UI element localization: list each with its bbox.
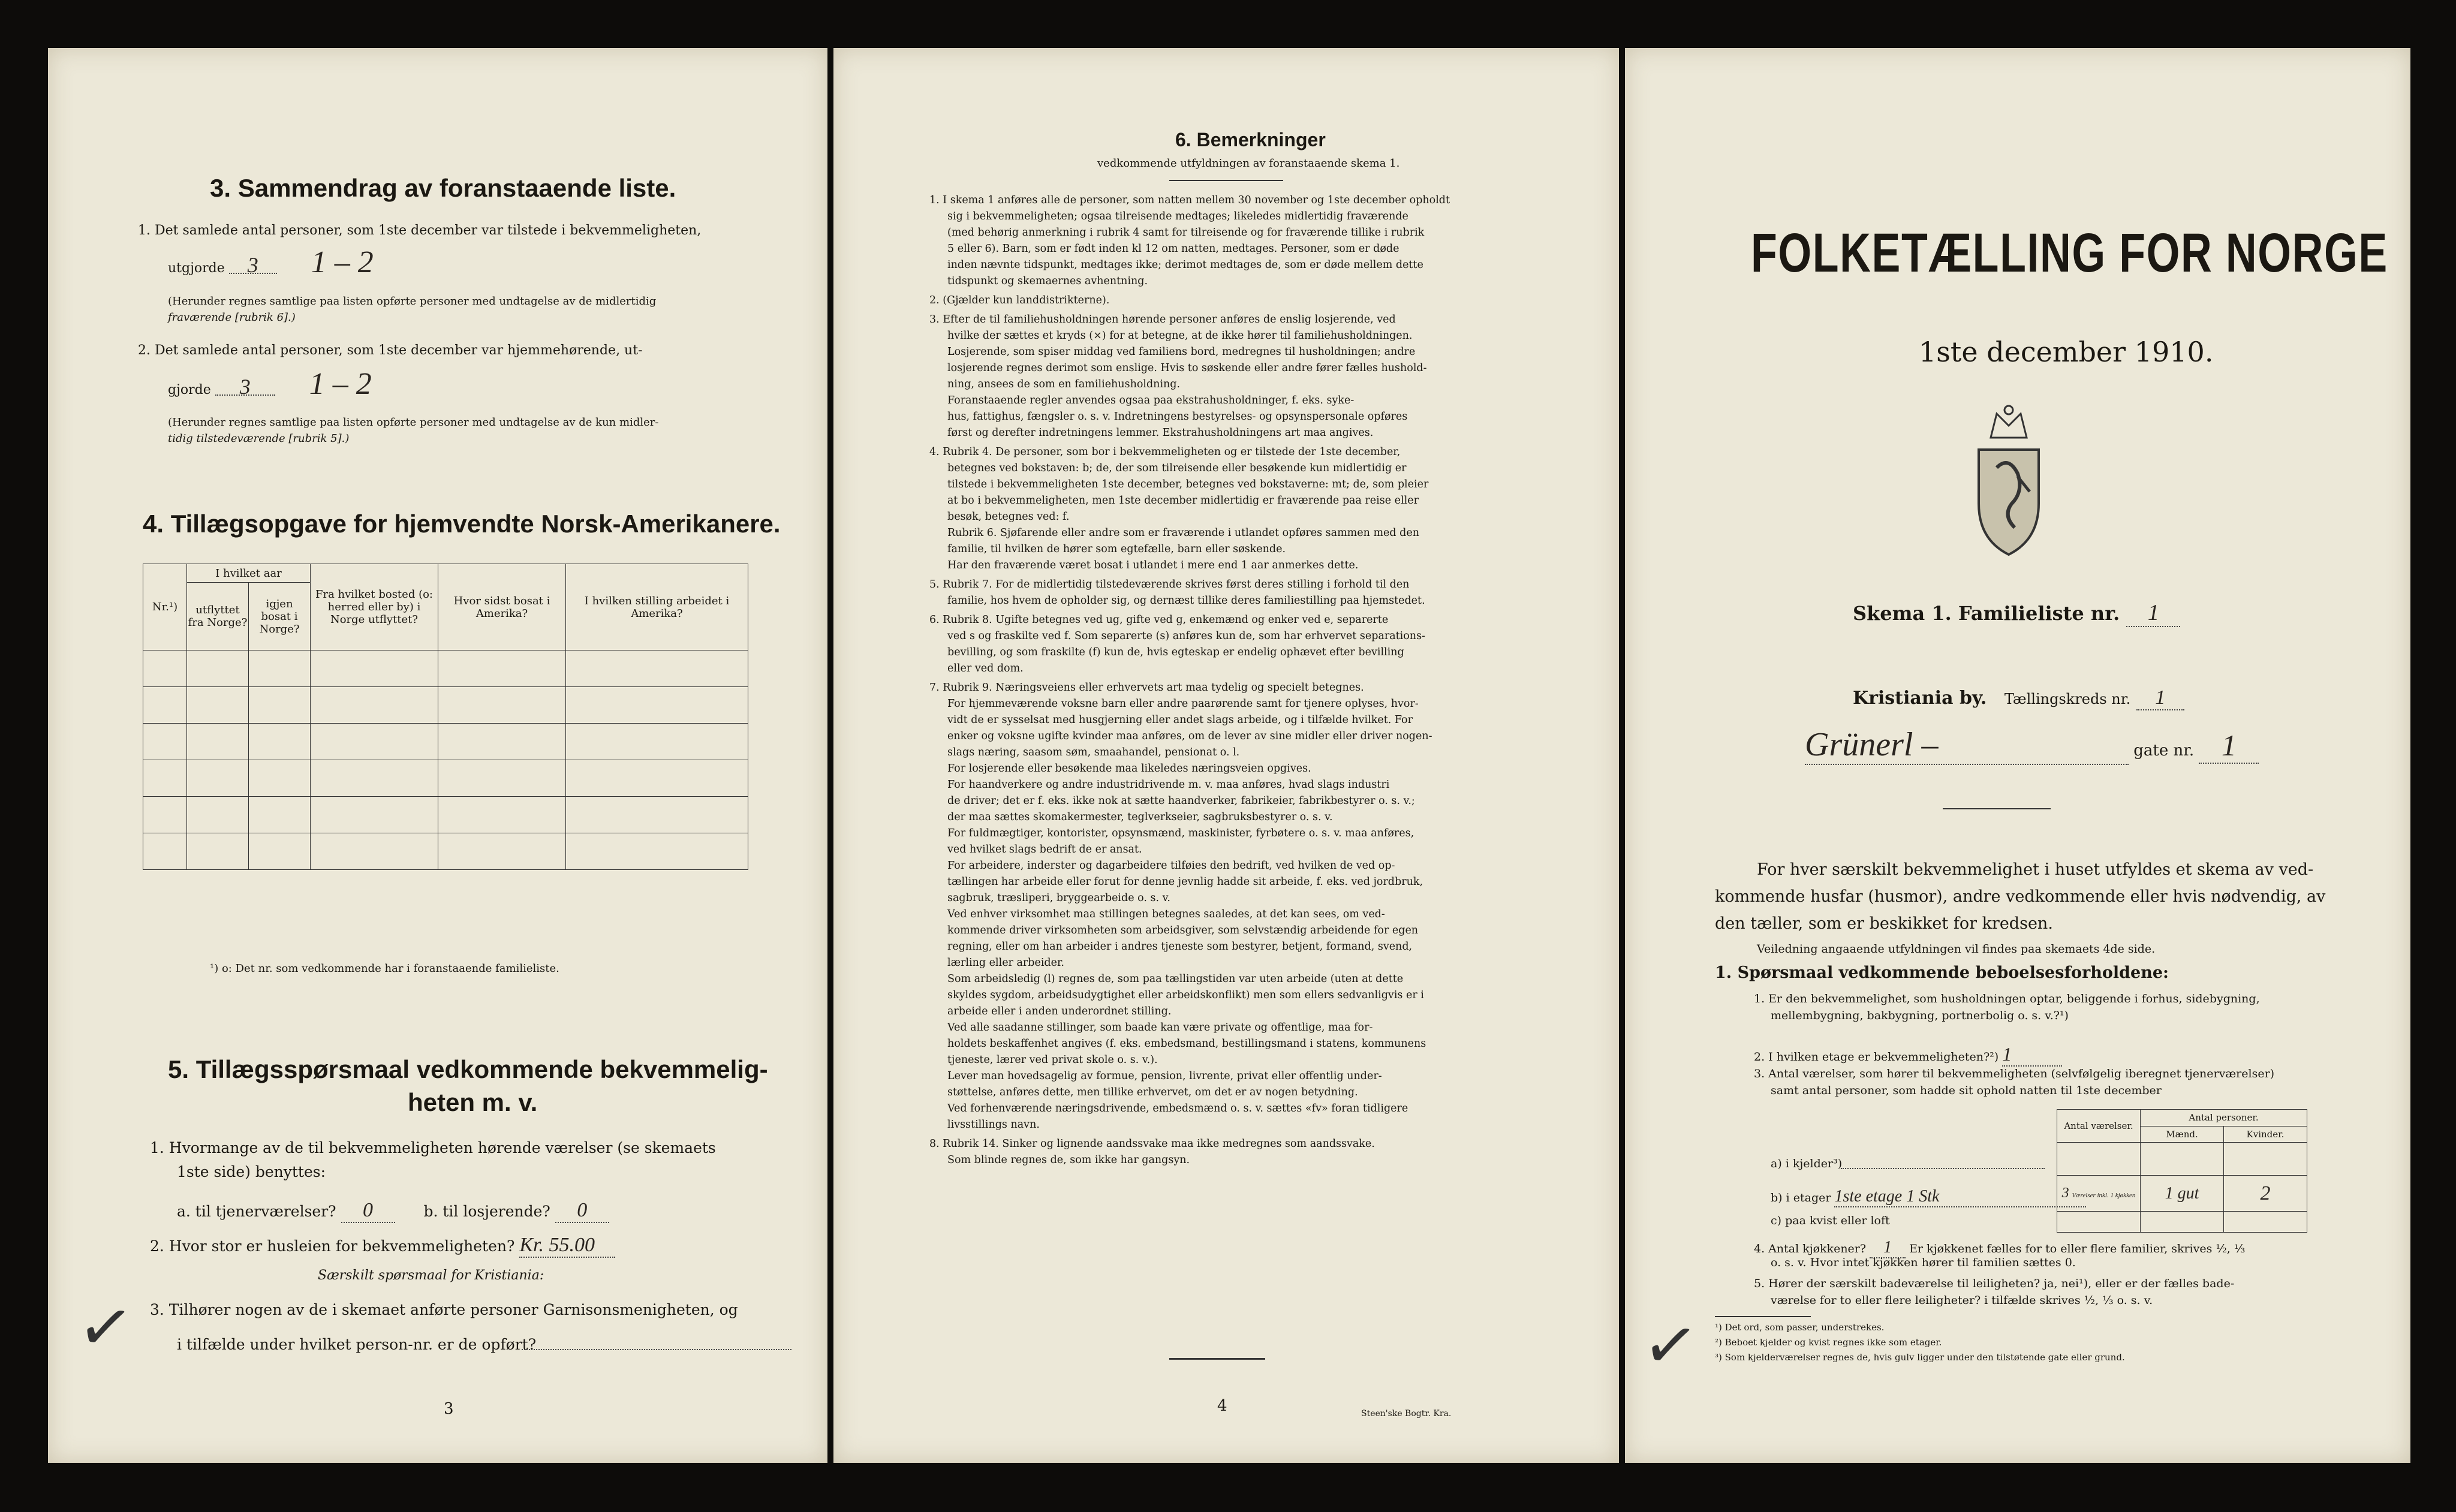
sec5-q1b-value: 0 <box>555 1199 609 1223</box>
checkmark-icon: ✓ <box>73 1285 139 1369</box>
remark-line: lærling eller arbeider. <box>947 957 1064 969</box>
q2-text: 2. I hvilken etage er bekvemmeligheten?²) <box>1754 1050 1999 1064</box>
section-5-title-line1: 5. Tillægsspørsmaal vedkommende bekvemmelig- <box>168 1055 768 1083</box>
remark-line: tilstede i bekvemmeligheten 1ste december, betegnes ved bokstaverne: mt; de, som pleier <box>947 478 1429 490</box>
q4-value: 1 <box>1870 1238 1906 1258</box>
page-number: 3 <box>444 1400 454 1418</box>
remark-line: ved s og fraskilte ved f. Som separerte (s) anføres kun de, som har erhvervet separations- <box>947 630 1425 642</box>
remark-line: bevilling, og som fraskilte (f) kun de, hvis egteskap er endelig ophævet efter bevilling <box>947 646 1404 658</box>
remark-line: sig i bekvemmeligheten; ogsaa tilreisende medtages; likeledes midlertidig fraværende <box>947 210 1408 222</box>
remark-line: Foranstaaende regler anvendes ogsaa paa ekstrahusholdninger, f. eks. syke- <box>947 394 1355 406</box>
remark-line: Ved enhver virksomhet maa stillingen betegnes saaledes, at det kan sees, om ved- <box>947 908 1385 920</box>
remark-line: 2. (Gjælder kun landdistrikterne). <box>929 294 1110 306</box>
sec3-q2-annotation: 1 – 2 <box>309 367 372 401</box>
remark-line: kommende driver virksomheten som arbeidsgiver, som selvstændig arbeidende for egen <box>947 924 1419 936</box>
remark-line: enker og voksne ugifte kvinder maa anføres, om de lever av sine midler eller driver nogen- <box>947 730 1432 742</box>
bemerkninger-title: 6. Bemerkninger <box>1175 129 1326 150</box>
table-row <box>143 833 748 870</box>
sec3-q2-text: 2. Det samlede antal personer, som 1ste december var hjemmehørende, ut- <box>138 343 643 358</box>
q5-text-a: 5. Hører der særskilt badeværelse til leiligheten? ja, nei¹), eller er der fælles bade- <box>1754 1277 2235 1290</box>
questions-heading: 1. Spørsmaal vedkommende beboelsesforholdene: <box>1715 963 2169 982</box>
remark-line: 5 eller 6). Barn, som er født inden kl 12 om natten, medtages. Personer, som er døde <box>947 243 1399 255</box>
familieliste-number: 1 <box>2126 600 2180 627</box>
q5-text-b: værelse for to eller flere leiligheter? i tilfælde skrives ½, ⅓ o. s. v. <box>1771 1294 2153 1307</box>
sec5-q1b-label: b. til losjerende? <box>423 1203 550 1220</box>
remark-line: støttelse, anføres dette, men tillike erhvervet, om det er av nogen betydning. <box>947 1086 1358 1098</box>
remark-line: livsstillings navn. <box>947 1119 1040 1131</box>
remark-line: arbeide eller i anden underordnet stilling. <box>947 1005 1172 1017</box>
row-b-men: 1 gut <box>2141 1176 2224 1212</box>
remark-line: 6. Rubrik 8. Ugifte betegnes ved ug, gifte ved g, enkemænd og enker ved e, separerte <box>929 614 1389 626</box>
intro-line1: For hver særskilt bekvemmelighet i huset utfyldes et skema av ved- <box>1757 860 2314 879</box>
remark-line: Losjerende, som spiser middag ved familiens bord, medregnes til husholdningen; andre <box>947 346 1416 358</box>
remark-line: tidspunkt og skemaernes avhentning. <box>947 275 1148 287</box>
remark-line: skyldes sygdom, arbeidsudygtighet eller arbeidskonflikt) men som ellers sedvanligvis er i <box>947 989 1424 1001</box>
page-number: 4 <box>1217 1397 1227 1415</box>
row-b-women: 2 <box>2224 1176 2307 1212</box>
printer-mark: Steen'ske Bogtr. Kra. <box>1361 1409 1452 1418</box>
sec5-q3-text1: 3. Tilhører nogen av de i skemaet anførte personer Garnisonsmenigheten, og <box>150 1301 738 1318</box>
divider <box>1715 1316 1811 1317</box>
sec5-q2-text: 2. Hvor stor er husleien for bekvemmeligheten? <box>150 1237 515 1255</box>
section-4-title: 4. Tillægsopgave for hjemvendte Norsk-Amerikanere. <box>143 510 781 538</box>
remark-line: familie, til hvilken de hører som egtefælle, barn eller søskende. <box>947 543 1286 555</box>
table-row <box>143 650 748 687</box>
row-c-label: c) paa kvist eller loft <box>1771 1214 1890 1227</box>
street-name: Grünerl – <box>1805 725 2129 765</box>
remark-line: 7. Rubrik 9. Næringsveiens eller erhvervets art maa tydelig og specielt betegnes. <box>929 682 1364 694</box>
sec5-subheading: Særskilt spørsmaal for Kristiania: <box>318 1268 544 1283</box>
row-b-rooms: 3 <box>2061 1185 2069 1201</box>
row-b-note: Værelser inkl. 1 kjøkken <box>2072 1192 2136 1199</box>
census-title: FOLKETÆLLING FOR NORGE <box>1751 222 2388 284</box>
divider <box>1169 1358 1265 1360</box>
checkmark-icon: ✓ <box>1638 1303 1703 1387</box>
skema-label: Skema 1. Familieliste nr. <box>1853 602 2120 625</box>
col-position: I hvilken stilling arbeidet i Amerika? <box>566 564 748 650</box>
remark-line: slags næring, saasom søm, smaahandel, pensionat o. l. <box>947 746 1240 758</box>
remark-line: For haandverkere og andre industridrivende m. v. maa anføres, hvad slags industri <box>947 779 1390 791</box>
footnote-1: ¹) Det ord, som passer, understrekes. <box>1715 1322 1885 1333</box>
q1-text-b: mellembygning, bakbygning, portnerbolig o. s. v.?¹) <box>1771 1009 2069 1022</box>
remark-line: sagbruk, træsliperi, bryggearbeide o. s. v. <box>947 892 1170 904</box>
col-returned: igjen bosat i Norge? <box>249 583 311 650</box>
sec3-q1-note1: (Herunder regnes samtlige paa listen opførte personer med undtagelse av de midlertidig <box>168 295 657 308</box>
kreds-number: 1 <box>2136 686 2184 710</box>
sec5-q1-text2: 1ste side) benyttes: <box>177 1163 326 1180</box>
remark-line: For losjerende eller besøkende maa likeledes næringsveien opgives. <box>947 763 1311 775</box>
remark-line: Som blinde regnes de, som ikke har gangsyn. <box>947 1154 1190 1166</box>
remark-line: der maa sættes skomakermester, teglverkseier, sagbruksbestyrer o. s. v. <box>947 811 1333 823</box>
footnote-3: ³) Som kjelderværelser regnes de, hvis gulv ligger under den tilstøtende gate eller grund. <box>1715 1352 2125 1363</box>
remark-line: losjerende regnes derimot som enslige. Hvis to søskende eller andre fører fælles hushold- <box>947 362 1427 374</box>
remark-line: ved hvilket slags bedrift de er ansat. <box>947 844 1142 856</box>
sec3-q1-annotation: 1 – 2 <box>311 245 374 279</box>
q4-text-a: 4. Antal kjøkkener? <box>1754 1242 1867 1255</box>
sec3-q2-label: gjorde <box>168 382 211 397</box>
intro-line3: den tæller, som er beskikket for kredsen. <box>1715 914 2053 933</box>
col-emigrated: utflyttet fra Norge? <box>187 583 249 650</box>
remark-line: Rubrik 6. Sjøfarende eller andre som er fraværende i utlandet opføres sammen med den <box>947 527 1419 539</box>
sec5-q3-text2: i tilfælde under hvilket person-nr. er de opført? <box>177 1336 537 1353</box>
remark-line: Lever man hovedsagelig av formue, pension, livrente, privat eller offentlig under- <box>947 1070 1382 1082</box>
sec3-q1-value: 3 <box>229 257 277 274</box>
sec5-q1-text1: 1. Hvormange av de til bekvemmeligheten hørende værelser (se skemaets <box>150 1139 716 1156</box>
remark-line: ning, ansees de som en familiehusholdning. <box>947 378 1181 390</box>
sec5-q1a-label: a. til tjenerværelser? <box>177 1203 336 1220</box>
city-label: Kristiania by. <box>1853 688 1987 709</box>
remark-line: de driver; det er f. eks. ikke nok at sætte haandverker, fabrikeier, fabrikbestyrer o. s. v.; <box>947 795 1415 807</box>
q2-value: 1 <box>2002 1043 2062 1067</box>
remark-line: Som arbeidsledig (l) regnes de, som paa tællingstiden var uten arbeide (uten at dette <box>947 973 1404 985</box>
remark-line: 3. Efter de til familiehusholdningen hørende personer anføres de enslig losjerende, ved <box>929 314 1396 326</box>
remark-line: For fuldmægtiger, kontorister, opsynsmænd, maskinister, fyrbøtere o. s. v. maa anføres, <box>947 827 1414 839</box>
row-b-label: b) i etager <box>1771 1191 1831 1204</box>
table-row <box>143 797 748 833</box>
q1-text-a: 1. Er den bekvemmelighet, som husholdningen optar, beliggende i forhus, sidebygning, <box>1754 992 2260 1005</box>
kreds-label: Tællingskreds nr. <box>2004 691 2131 707</box>
remark-line: først og derefter indretningens lemmer. Ekstrahusholdningens art maa angives. <box>947 427 1374 439</box>
remark-line: tællingen har arbeide eller forut for denne jevnlig hadde sit arbeide, f. eks. ved jordbruk, <box>947 876 1423 888</box>
sec3-q1-text: 1. Det samlede antal personer, som 1ste december var tilstede i bekvemmeligheten, <box>138 223 702 238</box>
census-date: 1ste december 1910. <box>1919 336 2214 368</box>
gate-label: gate nr. <box>2133 742 2195 760</box>
th-rooms: Antal værelser. <box>2057 1110 2141 1143</box>
q3-text-a: 3. Antal værelser, som hører til bekvemmeligheten (selvfølgelig iberegnet tjenerværelser) <box>1754 1067 2275 1080</box>
coat-of-arms-icon <box>1967 402 2051 558</box>
sec3-q2-note1: (Herunder regnes samtlige paa listen opførte personer med undtagelse av de kun midler- <box>168 416 659 429</box>
remark-line: hvilke der sættes et kryds (×) for at betegne, at de ikke hører til familiehusholdningen. <box>947 330 1413 342</box>
remark-line: Har den fraværende været bosat i utlandet i mere end 1 aar anmerkes dette. <box>947 559 1359 571</box>
remark-line: (med behørig anmerkning i rubrik 4 samt for tilreisende og for fraværende tillike i rubrik <box>947 227 1425 239</box>
th-women: Kvinder. <box>2224 1126 2307 1143</box>
sec3-q2-value: 3 <box>215 379 275 396</box>
table-row <box>143 760 748 797</box>
q4-text-b: Er kjøkkenet fælles for to eller flere familier, skrives ½, ⅓ <box>1909 1242 2246 1255</box>
table-row <box>143 687 748 724</box>
bemerkninger-body <box>929 189 1553 1168</box>
remark-line: Ved alle saadanne stillinger, som baade kan være private og offentlige, maa for- <box>947 1022 1373 1034</box>
col-last-america: Hvor sidst bosat i Amerika? <box>438 564 566 650</box>
bemerkninger-subtitle: vedkommende utfyldningen av foranstaaende skema 1. <box>1097 157 1400 170</box>
q3-text-b: samt antal personer, som hadde sit ophold natten til 1ste december <box>1771 1084 2162 1097</box>
q4-text-c: o. s. v. Hvor intet kjøkken hører til familien sættes 0. <box>1771 1256 2076 1269</box>
guide-text: Veiledning angaaende utfyldningen vil findes paa skemaets 4de side. <box>1757 942 2156 956</box>
remark-line: inden nævnte tidspunkt, medtages ikke; derimot medtages de, som er døde mellem dette <box>947 259 1423 271</box>
gate-number: 1 <box>2199 728 2259 764</box>
right-page <box>1625 48 2410 1463</box>
remark-line: For arbeidere, inderster og dagarbeidere tilføies den bedrift, ved hvilken de ved op- <box>947 860 1395 872</box>
divider <box>1169 180 1283 181</box>
sec3-q2-note2: tidig tilstedeværende [rubrik 5].) <box>168 432 350 445</box>
th-persons: Antal personer. <box>2141 1110 2307 1127</box>
remark-line: regning, eller om han arbeider i andres tjeneste som bestyrer, betjent, formand, svend, <box>947 941 1413 953</box>
footnote-2: ²) Beboet kjelder og kvist regnes ikke som etager. <box>1715 1337 1942 1348</box>
section-3-title: 3. Sammendrag av foranstaaende liste. <box>210 174 676 202</box>
intro-line2: kommende husfar (husmor), andre vedkommende eller hvis nødvendig, av <box>1715 887 2326 906</box>
remark-line: For hjemmeværende voksne barn eller andre paarørende samt for tjenere oplyses, hvor- <box>947 698 1419 710</box>
remark-line: 4. Rubrik 4. De personer, som bor i bekvemmeligheten og er tilstede der 1ste december, <box>929 446 1401 458</box>
remark-line: 1. I skema 1 anføres alle de personer, som natten mellem 30 november og 1ste december opholdt <box>929 194 1450 206</box>
remark-line: hus, fattighus, fængsler o. s. v. Indretningens bestyrelses- og opsynspersonale opføres <box>947 411 1408 423</box>
section-5-title-line2: heten m. v. <box>408 1088 538 1116</box>
sec5-q3-answer-line <box>522 1349 791 1350</box>
remark-line: eller ved dom. <box>947 662 1024 674</box>
remark-line: familie, hos hvem de opholder sig, og dernæst tillike deres familiestilling paa hjemstedet. <box>947 595 1425 607</box>
sec4-footnote: ¹) o: Det nr. som vedkommende har i foranstaaende familieliste. <box>210 962 559 975</box>
row-a-line <box>1841 1168 2045 1169</box>
row-a-label: a) i kjelder³) <box>1771 1157 1843 1170</box>
remark-line: Ved forhenværende næringsdrivende, embedsmænd o. s. v. sættes «fv» foran tidligere <box>947 1103 1408 1115</box>
sec5-q2-value: Kr. 55.00 <box>519 1234 615 1258</box>
remark-line: 5. Rubrik 7. For de midlertidig tilstedeværende skrives først deres stilling i forhold til den <box>929 579 1410 591</box>
left-page <box>48 48 827 1463</box>
col-nr: Nr.¹) <box>143 564 187 650</box>
rooms-persons-table <box>2057 1109 2307 1233</box>
norsk-amerikanere-table <box>143 564 748 870</box>
remark-line: tjeneste, lærer ved privat skole o. s. v.). <box>947 1054 1158 1066</box>
remark-line: betegnes ved bokstaven: b; de, der som tilreisende eller besøkende kun midlertidig er <box>947 462 1407 474</box>
table-row <box>143 724 748 760</box>
remark-line: holdets beskaffenhet angives (f. eks. embedsmand, bestillingsmand i statens, kommunens <box>947 1038 1426 1050</box>
sec3-q1-note2: fraværende [rubrik 6].) <box>168 311 296 324</box>
th-men: Mænd. <box>2141 1126 2224 1143</box>
middle-page <box>833 48 1619 1463</box>
remark-line: 8. Rubrik 14. Sinker og lignende aandssvake maa ikke medregnes som aandssvake. <box>929 1138 1375 1150</box>
remark-line: at bo i bekvemmeligheten, men 1ste december midlertidig er fraværende paa reise eller <box>947 495 1419 507</box>
sec3-q1-label: utgjorde <box>168 261 225 276</box>
remark-line: vidt de er sysselsat med husgjerning eller andet slags arbeide, og i tilfælde hvilket. For <box>947 714 1413 726</box>
col-group-year: I hvilket aar <box>187 564 311 583</box>
row-b-annotation: 1ste etage 1 Stk <box>1834 1187 2086 1207</box>
sec5-q1a-value: 0 <box>341 1199 395 1223</box>
remark-line: besøk, betegnes ved: f. <box>947 511 1070 523</box>
col-from-place: Fra hvilket bosted (o: herred eller by) i Norge utflyttet? <box>311 564 438 650</box>
divider <box>1943 808 2051 809</box>
